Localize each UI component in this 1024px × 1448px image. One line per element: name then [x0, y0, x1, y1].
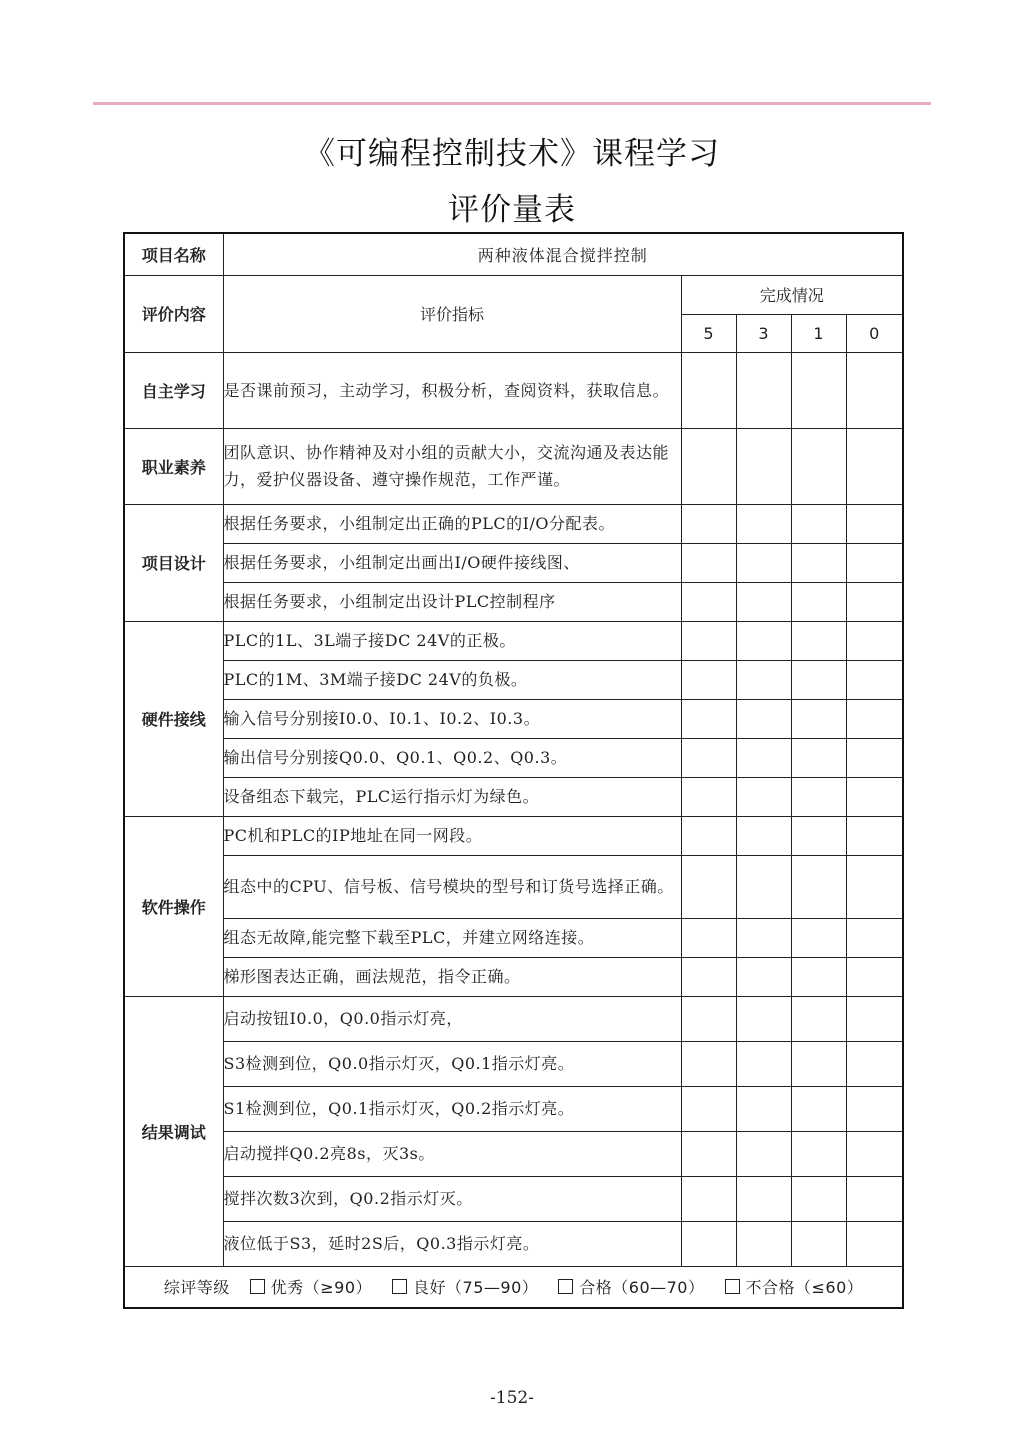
page-number: -152-: [490, 1388, 534, 1408]
score-cell[interactable]: [736, 352, 791, 428]
score-cell[interactable]: [846, 1041, 903, 1086]
score-cell[interactable]: [846, 918, 903, 957]
score-cell[interactable]: [791, 543, 846, 582]
score-cell[interactable]: [736, 428, 791, 504]
grade-option-label: 优秀（≥90）: [270, 1278, 373, 1298]
project-row: [124, 233, 903, 275]
criteria-cell: 根据任务要求，小组制定出画出I/O硬件接线图、: [223, 543, 681, 582]
score-cell[interactable]: [681, 621, 736, 660]
score-cell[interactable]: [791, 582, 846, 621]
score-cell[interactable]: [681, 738, 736, 777]
score-cell[interactable]: [846, 699, 903, 738]
criteria-row: [124, 1176, 903, 1221]
overall-rating-cell: [124, 1266, 903, 1308]
criteria-cell: 组态中的CPU、信号板、信号模块的型号和订货号选择正确。: [223, 855, 681, 918]
score-cell[interactable]: [846, 660, 903, 699]
criteria-row: [124, 957, 903, 996]
score-header: 5: [681, 314, 736, 352]
grade-checkbox[interactable]: [250, 1279, 265, 1294]
evaluation-table: [123, 232, 904, 1309]
score-cell[interactable]: [736, 738, 791, 777]
criteria-row: [124, 699, 903, 738]
criteria-row: [124, 918, 903, 957]
criteria-cell: 根据任务要求，小组制定出设计PLC控制程序: [223, 582, 681, 621]
score-cell[interactable]: [736, 855, 791, 918]
score-cell[interactable]: [681, 777, 736, 816]
score-cell[interactable]: [681, 504, 736, 543]
score-cell[interactable]: [791, 738, 846, 777]
criteria-row: [124, 621, 903, 660]
score-cell[interactable]: [791, 855, 846, 918]
score-cell[interactable]: [681, 1176, 736, 1221]
score-cell[interactable]: [791, 1176, 846, 1221]
score-cell[interactable]: [846, 543, 903, 582]
score-cell[interactable]: [791, 1086, 846, 1131]
score-cell[interactable]: [846, 1131, 903, 1176]
score-cell[interactable]: [791, 504, 846, 543]
score-cell[interactable]: [736, 543, 791, 582]
score-cell[interactable]: [846, 1221, 903, 1266]
criteria-cell: PLC的1L、3L端子接DC 24V的正极。: [223, 621, 681, 660]
grade-checkbox[interactable]: [558, 1279, 573, 1294]
score-cell[interactable]: [736, 816, 791, 855]
criteria-row: [124, 543, 903, 582]
criteria-row: [124, 777, 903, 816]
score-cell[interactable]: [681, 699, 736, 738]
criteria-cell: S1检测到位，Q0.1指示灯灭，Q0.2指示灯亮。: [223, 1086, 681, 1131]
score-cell[interactable]: [846, 738, 903, 777]
score-cell[interactable]: [681, 428, 736, 504]
criteria-header: 评价指标: [223, 275, 681, 352]
criteria-row: [124, 1131, 903, 1176]
score-cell[interactable]: [791, 816, 846, 855]
overall-rating-label: 综评等级: [163, 1278, 230, 1298]
score-cell[interactable]: [681, 918, 736, 957]
score-cell[interactable]: [736, 621, 791, 660]
score-cell[interactable]: [791, 996, 846, 1041]
score-cell[interactable]: [791, 777, 846, 816]
score-cell[interactable]: [846, 428, 903, 504]
score-cell[interactable]: [736, 918, 791, 957]
score-cell[interactable]: [736, 1086, 791, 1131]
overall-rating-row: [124, 1266, 903, 1308]
score-cell[interactable]: [791, 352, 846, 428]
criteria-row: [124, 1221, 903, 1266]
criteria-cell: PC机和PLC的IP地址在同一网段。: [223, 816, 681, 855]
criteria-cell: 启动按钮I0.0，Q0.0指示灯亮，: [223, 996, 681, 1041]
score-cell[interactable]: [681, 1086, 736, 1131]
score-header: 1: [791, 314, 846, 352]
criteria-cell: 搅拌次数3次到，Q0.2指示灯灭。: [223, 1176, 681, 1221]
score-cell[interactable]: [846, 957, 903, 996]
criteria-row: [124, 738, 903, 777]
grade-checkbox[interactable]: [725, 1279, 740, 1294]
score-cell[interactable]: [791, 1041, 846, 1086]
grade-option-label: 良好（75—90）: [413, 1278, 539, 1298]
score-cell[interactable]: [791, 621, 846, 660]
score-cell[interactable]: [736, 1131, 791, 1176]
score-cell[interactable]: [791, 1221, 846, 1266]
criteria-cell: 团队意识、协作精神及对小组的贡献大小，交流沟通及表达能力，爱护仪器设备、遵守操作规范，工作严谨。: [223, 428, 681, 504]
header-rule: [93, 102, 931, 105]
score-cell[interactable]: [736, 1176, 791, 1221]
score-cell[interactable]: [791, 428, 846, 504]
criteria-row: [124, 855, 903, 918]
project-name-label: 项目名称: [124, 233, 223, 275]
criteria-cell: 梯形图表达正确，画法规范，指令正确。: [223, 957, 681, 996]
content-header: 评价内容: [124, 275, 223, 352]
score-cell[interactable]: [846, 582, 903, 621]
criteria-cell: 启动搅拌Q0.2亮8s，灭3s。: [223, 1131, 681, 1176]
score-cell[interactable]: [681, 855, 736, 918]
score-cell[interactable]: [681, 1221, 736, 1266]
score-cell[interactable]: [736, 996, 791, 1041]
score-cell[interactable]: [846, 777, 903, 816]
score-cell[interactable]: [681, 957, 736, 996]
score-cell[interactable]: [846, 352, 903, 428]
score-cell[interactable]: [791, 660, 846, 699]
score-cell[interactable]: [681, 352, 736, 428]
score-header: 0: [846, 314, 903, 352]
grade-option-label: 不合格（≤60）: [745, 1278, 864, 1298]
category-cell: 硬件接线: [124, 621, 223, 816]
score-cell[interactable]: [846, 621, 903, 660]
score-cell[interactable]: [736, 957, 791, 996]
score-cell[interactable]: [681, 816, 736, 855]
criteria-row: [124, 504, 903, 543]
header-row: [124, 275, 903, 314]
score-cell[interactable]: [736, 582, 791, 621]
score-cell[interactable]: [736, 504, 791, 543]
category-cell: 软件操作: [124, 816, 223, 996]
criteria-cell: 设备组态下载完，PLC运行指示灯为绿色。: [223, 777, 681, 816]
completion-header: 完成情况: [681, 275, 903, 314]
score-cell[interactable]: [681, 1131, 736, 1176]
category-cell: 自主学习: [124, 352, 223, 428]
document-subtitle: 评价量表: [448, 192, 576, 228]
project-name-value: 两种液体混合搅拌控制: [223, 233, 903, 275]
score-cell[interactable]: [791, 957, 846, 996]
score-header: 3: [736, 314, 791, 352]
score-cell[interactable]: [846, 504, 903, 543]
criteria-cell: 输出信号分别接Q0.0、Q0.1、Q0.2、Q0.3。: [223, 738, 681, 777]
score-cell[interactable]: [846, 1176, 903, 1221]
document-title: 《可编程控制技术》课程学习: [304, 136, 720, 172]
score-cell[interactable]: [681, 660, 736, 699]
score-cell[interactable]: [736, 1221, 791, 1266]
category-cell: 项目设计: [124, 504, 223, 621]
score-cell[interactable]: [846, 816, 903, 855]
score-cell[interactable]: [681, 1041, 736, 1086]
criteria-row: [124, 1086, 903, 1131]
criteria-cell: PLC的1M、3M端子接DC 24V的负极。: [223, 660, 681, 699]
score-cell[interactable]: [736, 699, 791, 738]
grade-option-label: 合格（60—70）: [579, 1278, 705, 1298]
criteria-cell: 根据任务要求，小组制定出正确的PLC的I/O分配表。: [223, 504, 681, 543]
score-cell[interactable]: [681, 543, 736, 582]
score-cell[interactable]: [791, 918, 846, 957]
criteria-row: [124, 1041, 903, 1086]
criteria-cell: 液位低于S3，延时2S后，Q0.3指示灯亮。: [223, 1221, 681, 1266]
score-cell[interactable]: [681, 582, 736, 621]
score-cell[interactable]: [846, 855, 903, 918]
score-cell[interactable]: [791, 699, 846, 738]
category-cell: 职业素养: [124, 428, 223, 504]
criteria-row: [124, 816, 903, 855]
criteria-row: [124, 660, 903, 699]
criteria-cell: 是否课前预习，主动学习，积极分析，查阅资料，获取信息。: [223, 352, 681, 428]
criteria-row: [124, 582, 903, 621]
score-cell[interactable]: [736, 660, 791, 699]
criteria-cell: 组态无故障,能完整下载至PLC，并建立网络连接。: [223, 918, 681, 957]
criteria-row: [124, 428, 903, 504]
score-cell[interactable]: [736, 1041, 791, 1086]
criteria-row: [124, 996, 903, 1041]
score-cell[interactable]: [846, 996, 903, 1041]
score-cell[interactable]: [681, 996, 736, 1041]
score-cell[interactable]: [736, 777, 791, 816]
criteria-cell: S3检测到位，Q0.0指示灯灭，Q0.1指示灯亮。: [223, 1041, 681, 1086]
criteria-cell: 输入信号分别接I0.0、I0.1、I0.2、I0.3。: [223, 699, 681, 738]
category-cell: 结果调试: [124, 996, 223, 1266]
score-cell[interactable]: [791, 1131, 846, 1176]
score-cell[interactable]: [846, 1086, 903, 1131]
criteria-row: [124, 352, 903, 428]
grade-checkbox[interactable]: [392, 1279, 407, 1294]
